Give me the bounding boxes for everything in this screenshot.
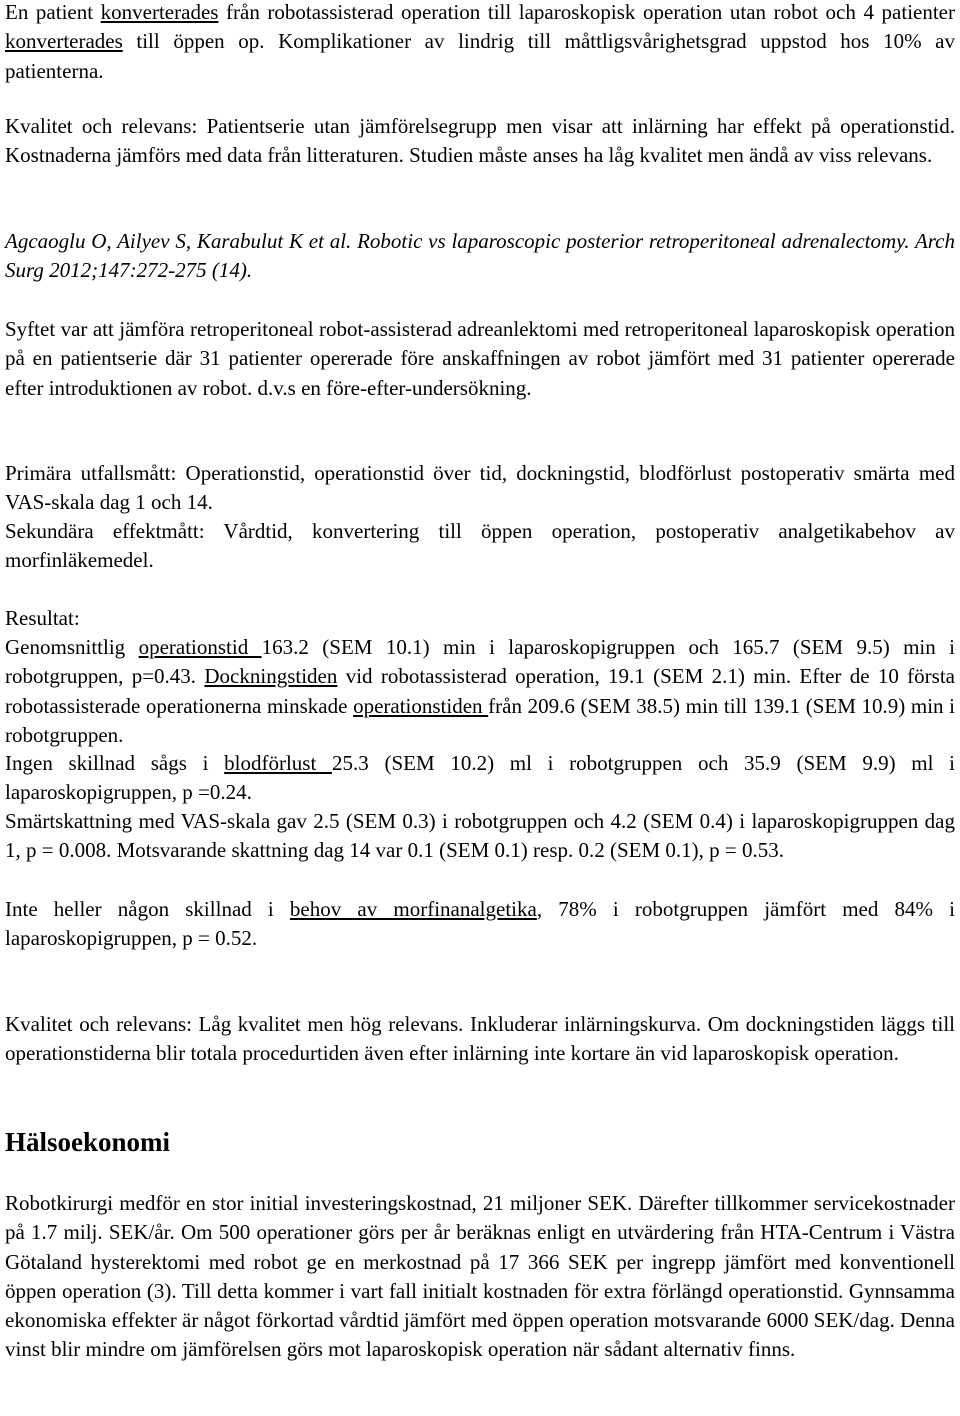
underlined-term: konverterades (5, 29, 123, 54)
paragraph-aim: Syftet var att jämföra retroperitoneal robot-assisterad adreanlektomi med retroperitoneal laparoskopisk operation på en patientserie där 31 patienter opererade före anskaffningen av robot jämfört med 31 patienter opererade efter introduktionen av robot. d.v.s en före-efter-undersökning. (5, 317, 955, 400)
text: 163.2 (SEM 10.1) min i laparoskopigruppen och 165.7 (SEM 9.5) min i robotgruppen, p=0.43. (5, 635, 955, 689)
paragraph-quality-1: Kvalitet och relevans: Patientserie utan jämförelsegrupp men visar att inlärning har effekt på operationstid. Kostnaderna jämförs med data från litteraturen. Studien måste anses ha låg kvalitet men ändå av viss relevans. (5, 114, 955, 168)
underlined-term: operationstiden (353, 693, 489, 718)
text: En patient (5, 0, 101, 24)
underlined-term: operationstid (138, 635, 262, 659)
text: från robotassisterad operation till laparoskopisk operation utan robot och 4 patienter (218, 0, 955, 24)
text: till öppen op. Komplikationer av lindrig till måttligsvårighetsgrad uppstod hos 10% av patienterna. (5, 29, 955, 83)
paragraph-secondary-outcomes: Sekundära effektmått: Vårdtid, konvertering till öppen operation, postoperativ analgetikabehov av morfinläkemedel. (5, 519, 955, 573)
paragraph-conversions (5, 0, 955, 86)
paragraph-results-blood (5, 749, 955, 808)
underlined-term: behov av morfinanalgetika (289, 897, 537, 921)
paragraph-results-pain: Smärtskattning med VAS-skala gav 2.5 (SEM 0.3) i robotgruppen och 4.2 (SEM 0.4) i laparoskopigruppen dag 1, p = 0.008. Motsvarande skattning dag 14 var 0.1 (SEM 0.1) resp. 0.2 (SEM 0.1), p = 0.53. (5, 809, 955, 863)
underlined-term: Dockningstiden (204, 664, 338, 689)
citation-agcaoglu: Agcaoglu O, Ailyev S, Karabulut K et al. Robotic vs laparoscopic posterior retroperitoneal adrenalectomy. Arch Surg 2012;147:272-275 (14). (5, 229, 955, 283)
paragraph-results-time (5, 633, 955, 750)
text: från 209.6 (SEM 38.5) min till 139.1 (SEM 10.9) min i robotgruppen. (5, 693, 956, 747)
paragraph-health-economics: Robotkirurgi medför en stor initial investeringskostnad, 21 miljoner SEK. Därefter tillkommer servicekostnader på 1.7 milj. SEK/år. Om 500 operationer görs per år beräknas enligt en utvärdering från HTA-Centrum i Västra Götaland hysterektomi med robot ge en merkostnad på 17 366 SEK per ingrepp jämfört med konventionell öppen operation (3). Till detta kommer i vart fall initialt kostnaden för extra förlängd operationstid. Gynnsamma ekonomiska effekter är något förkortad vårdtid jämfört med öppen operation motsvarande 6000 SEK/dag. Denna vinst blir mindre om jämförelsen görs mot laparoskopisk operation när sådant alternativ finns. (5, 1191, 955, 1362)
text: , 78% i robotgruppen jämfört med 84% i laparoskopigruppen, p = 0.52. (5, 897, 955, 951)
underlined-term: konverterades (100, 0, 219, 24)
underlined-term: blodförlust (224, 751, 332, 775)
text: vid robotassisterad operation, 19.1 (SEM 2.1) min. Efter de 10 första robotassisterade operationerna minskade (5, 664, 955, 718)
paragraph-quality-2: Kvalitet och relevans: Låg kvalitet men hög relevans. Inkluderar inlärningskurva. Om dockningstiden läggs till operationstiderna blir totala procedurtiden även efter inlärning inte kortare än vid laparoskopisk operation. (5, 1012, 955, 1066)
text: Ingen skillnad sågs i (5, 751, 225, 775)
heading-health-economics: Hälsoekonomi (5, 1127, 171, 1157)
text: 25.3 (SEM 10.2) ml i robotgruppen och 35.9 (SEM 9.9) ml i laparoskopigruppen, p =0.24. (5, 751, 956, 805)
paragraph-primary-outcomes: Primära utfallsmått: Operationstid, operationstid över tid, dockningstid, blodförlust postoperativ smärta med VAS-skala dag 1 och 14. (5, 461, 955, 515)
text: Inte heller någon skillnad i (5, 897, 290, 921)
results-title: Resultat: (5, 606, 80, 630)
paragraph-results-morphine (5, 895, 955, 954)
text: Genomsnittlig (5, 635, 139, 659)
